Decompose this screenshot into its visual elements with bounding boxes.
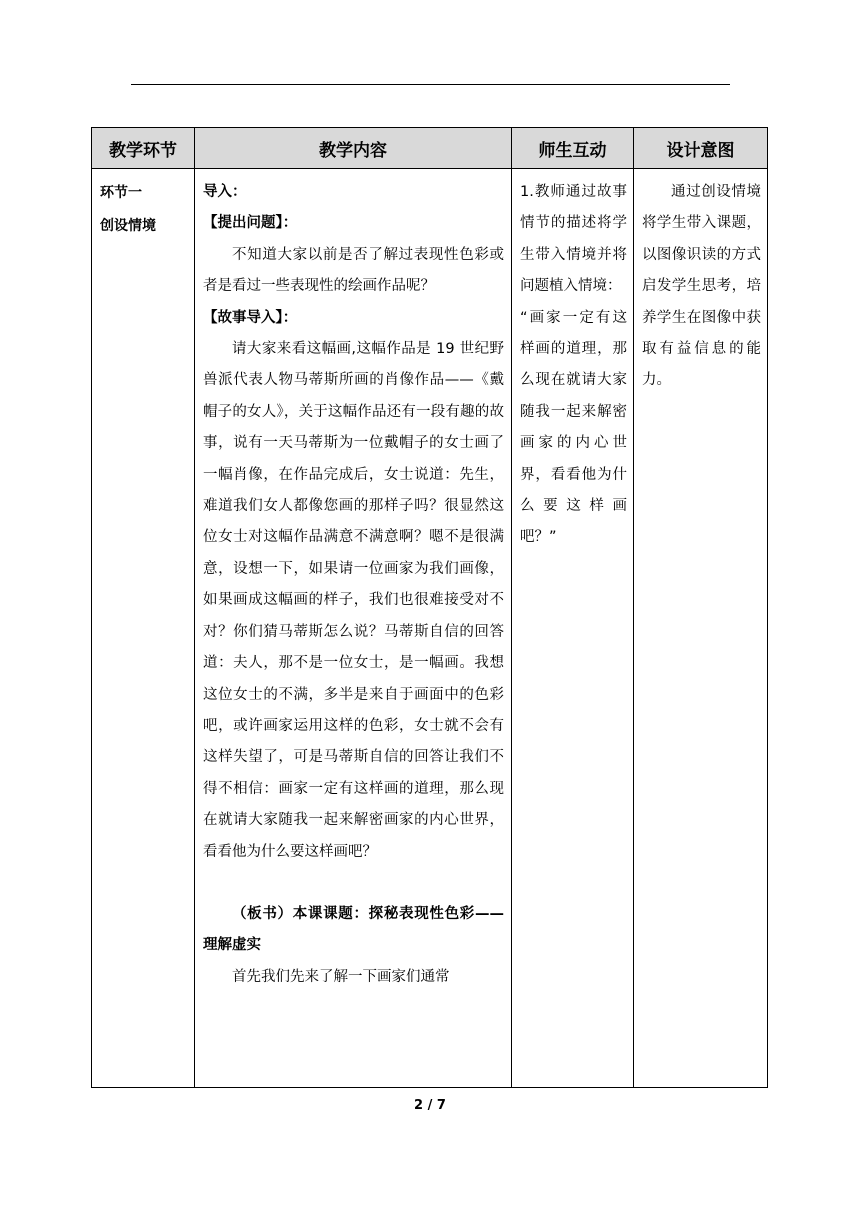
spacer bbox=[203, 868, 504, 899]
header-rule bbox=[131, 84, 730, 85]
question-text: 不知道大家以前是否了解过表现性色彩或者是看过一些表现性的绘画作品呢？ bbox=[203, 246, 504, 295]
story-text: 请大家来看这幅画,这幅作品是 19 世纪野兽派代表人物马蒂斯所画的肖像作品——《戴帽子的女人》，关于这幅作品还有一段有趣的故事，说有一天马蒂斯为一位戴帽子的女士画了一幅肖像，在作品完成后，女士说道：先生，难道我们女人都像您画的那样子吗？很显然这位女士对这幅作品满意不满意啊？嗯不是很满意，设想一下，如果请一位画家为我们画像，如果画成这幅画的样子，我们也很难接受对不对？你们猜马蒂斯怎么说？马蒂斯自信的回答道：夫人，那不是一位女士，是一幅画。我想这位女士的不满，多半是来自于画面中的色彩吧，或许画家运用这样的色彩，女士就不会有这样失望了，可是马蒂斯自信的回答让我们不得不相信：画家一定有这样画的道理，那么现在就请大家随我一起来解密画家的内心世界，看看他为什么要这样画吧？ bbox=[203, 341, 504, 860]
page-number: 2 / 7 bbox=[414, 1098, 446, 1113]
stage-number: 环节一 bbox=[100, 185, 142, 201]
header-intent: 设计意图 bbox=[634, 128, 768, 169]
interaction-step: 1.教师通过故事情节的描述将学生带入情境并将问题植入情境： bbox=[520, 184, 627, 295]
interaction-quote: “画家一定有这样画的道理，那么现在就请大家随我一起来解密画家的内心世界，看看他为什么要这样画吧？” bbox=[520, 309, 627, 546]
header-stage: 教学环节 bbox=[92, 128, 195, 169]
intent-cell bbox=[634, 169, 768, 1088]
stage-title: 创设情境 bbox=[100, 218, 156, 234]
table-header-row bbox=[92, 128, 768, 169]
header-content: 教学内容 bbox=[195, 128, 512, 169]
story-heading: 【故事导入】： bbox=[203, 309, 298, 326]
stage-cell bbox=[92, 169, 195, 1088]
table-row bbox=[92, 169, 768, 1088]
lesson-plan-table bbox=[91, 127, 768, 1088]
board-title: （板书）本课课题：探秘表现性色彩——理解虚实 bbox=[203, 905, 504, 954]
intent-text: 通过创设情境将学生带入课题，以图像识读的方式启发学生思考，培养学生在图像中获取有益信息的能力。 bbox=[642, 184, 761, 389]
header-interaction: 师生互动 bbox=[512, 128, 634, 169]
last-line: 首先我们先来了解一下画家们通常 bbox=[232, 968, 450, 985]
intro-label: 导入： bbox=[203, 184, 247, 200]
content-cell bbox=[195, 169, 512, 1088]
interaction-cell bbox=[512, 169, 634, 1088]
question-heading: 【提出问题】： bbox=[203, 215, 298, 232]
